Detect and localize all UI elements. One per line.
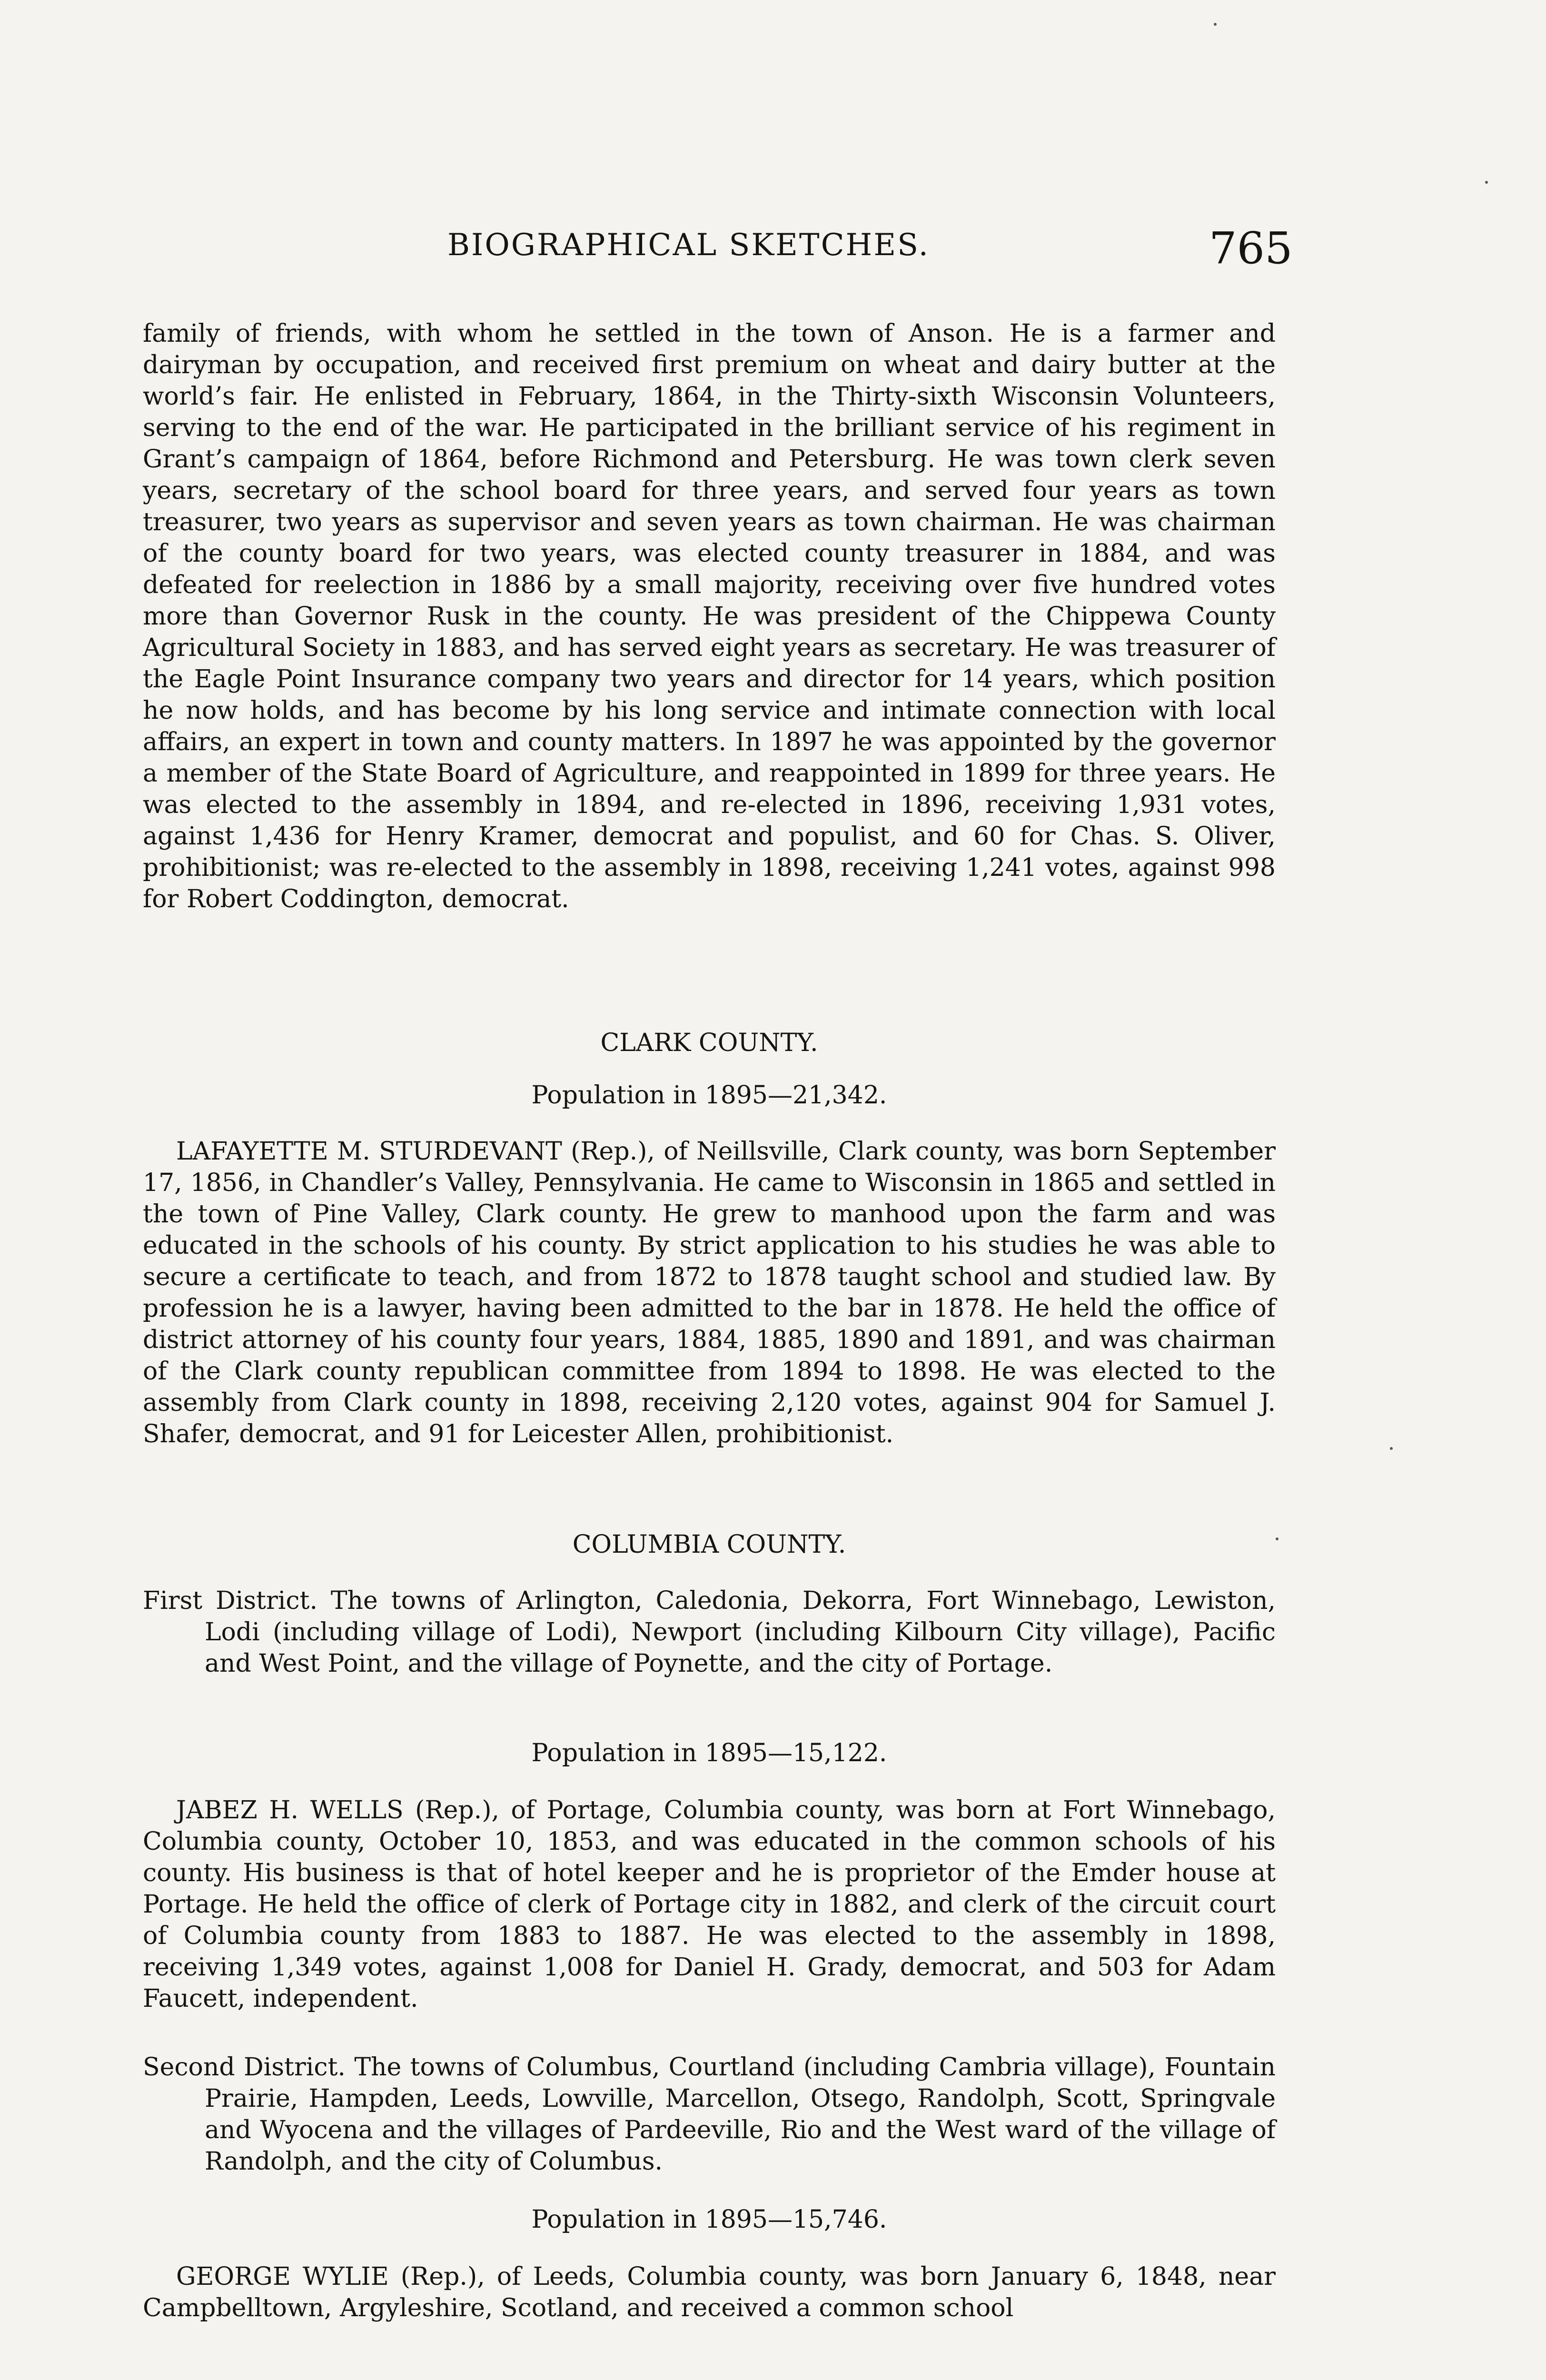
second-district-population: Population in 1895—15,746. [531, 2205, 887, 2234]
first-district-population: Population in 1895—15,122. [531, 1739, 887, 1767]
sturdevant-biography-text: LAFAYETTE M. STURDEVANT (Rep.), of Neillsville, Clark county, was born September 17, 1856, in Chandler’s Valley, Pennsylvania. He came to Wisconsin in 1865 and settled in the town of Pine Valley, Clark county. He grew to manhood upon the farm and was educated in the schools of his county. By strict application to his studies he was able to secure a certificate to teach, and from 1872 to 1878 taught school and studied law. By profession he is a lawyer, having been admitted to the bar in 1878. He held the office of district attorney of his county four years, 1884, 1885, 1890 and 1891, and was chairman of the Clark county republican committee from 1894 to 1898. He was elected to the assembly from Clark county in 1898, receiving 2,120 votes, against 904 for Samuel J. Shafer, democrat, and 91 for Leicester Allen, prohibitionist. [143, 1137, 1276, 1448]
scan-speck [1214, 23, 1217, 26]
continued-biography-text: family of friends, with whom he settled in the town of Anson. He is a farmer and dairyman by occupation, and received first premium on wheat and dairy butter at the world’s fair. He enlisted in February, 1864, in the Thirty-sixth Wisconsin Volunteers, serving to the end of the war. He participated in the brilliant service of his regiment in Grant’s campaign of 1864, before Richmond and Petersburg. He was town clerk seven years, secretary of the school board for three years, and served four years as town treasurer, two years as supervisor and seven years as town chairman. He was chairman of the county board for two years, was elected county treasurer in 1884, and was defeated for reelection in 1886 by a small majority, receiving over five hundred votes more than Governor Rusk in the county. He was president of the Chippewa County Agricultural Society in 1883, and has served eight years as secretary. He was treasurer of the Eagle Point Insurance company two years and director for 14 years, which position he now holds, and has become by his long service and intimate connection with local affairs, an expert in town and county matters. In 1897 he was appointed by the governor a member of the State Board of Agriculture, and reappointed in 1899 for three years. He was elected to the assembly in 1894, and re-elected in 1896, receiving 1,931 votes, against 1,436 for Henry Kramer, democrat and populist, and 60 for Chas. S. Oliver, prohibitionist; was re-elected to the assembly in 1898, receiving 1,241 votes, against 998 for Robert Coddington, democrat. [143, 319, 1276, 913]
wells-biography [143, 1795, 1276, 2014]
page-number: 765 [1209, 223, 1293, 274]
scan-speck [1485, 181, 1488, 184]
clark-population: Population in 1895—21,342. [531, 1081, 887, 1110]
wylie-biography [143, 2261, 1276, 2324]
columbia-county-heading: COLUMBIA COUNTY. [572, 1530, 846, 1559]
second-district-description [143, 2052, 1276, 2177]
second-district-text: Second District. The towns of Columbus, Courtland (including Cambria village), Fountain Prairie, Hampden, Leeds, Lowville, Marcellon, Otsego, Randolph, Scott, Springvale and Wyocena and the villages of Pardeeville, Rio and the West ward of the village of Randolph, and the city of Columbus. [143, 2053, 1276, 2176]
first-district-text: First District. The towns of Arlington, Caledonia, Dekorra, Fort Winnebago, Lewiston, Lodi (including village of Lodi), Newport (including Kilbourn City village), Pacific and West Point, and the village of Poynette, and the city of Portage. [143, 1587, 1276, 1678]
running-title: BIOGRAPHICAL SKETCHES. [447, 228, 930, 263]
scan-speck [1390, 1447, 1393, 1450]
wylie-biography-text: GEORGE WYLIE (Rep.), of Leeds, Columbia county, was born January 6, 1848, near Campbelltown, Argyleshire, Scotland, and received a common school [143, 2262, 1276, 2322]
sturdevant-biography [143, 1136, 1276, 1450]
scan-speck [1276, 1537, 1278, 1540]
first-district-description [143, 1585, 1276, 1679]
continued-biography [143, 318, 1276, 915]
wells-biography-text: JABEZ H. WELLS (Rep.), of Portage, Columbia county, was born at Fort Winnebago, Columbia county, October 10, 1853, and was educated in the common schools of his county. His business is that of hotel keeper and he is proprietor of the Emder house at Portage. He held the office of clerk of Portage city in 1882, and clerk of the circuit court of Columbia county from 1883 to 1887. He was elected to the assembly in 1898, receiving 1,349 votes, against 1,008 for Daniel H. Grady, democrat, and 503 for Adam Faucett, independent. [143, 1796, 1276, 2013]
clark-county-heading: CLARK COUNTY. [600, 1029, 818, 1057]
